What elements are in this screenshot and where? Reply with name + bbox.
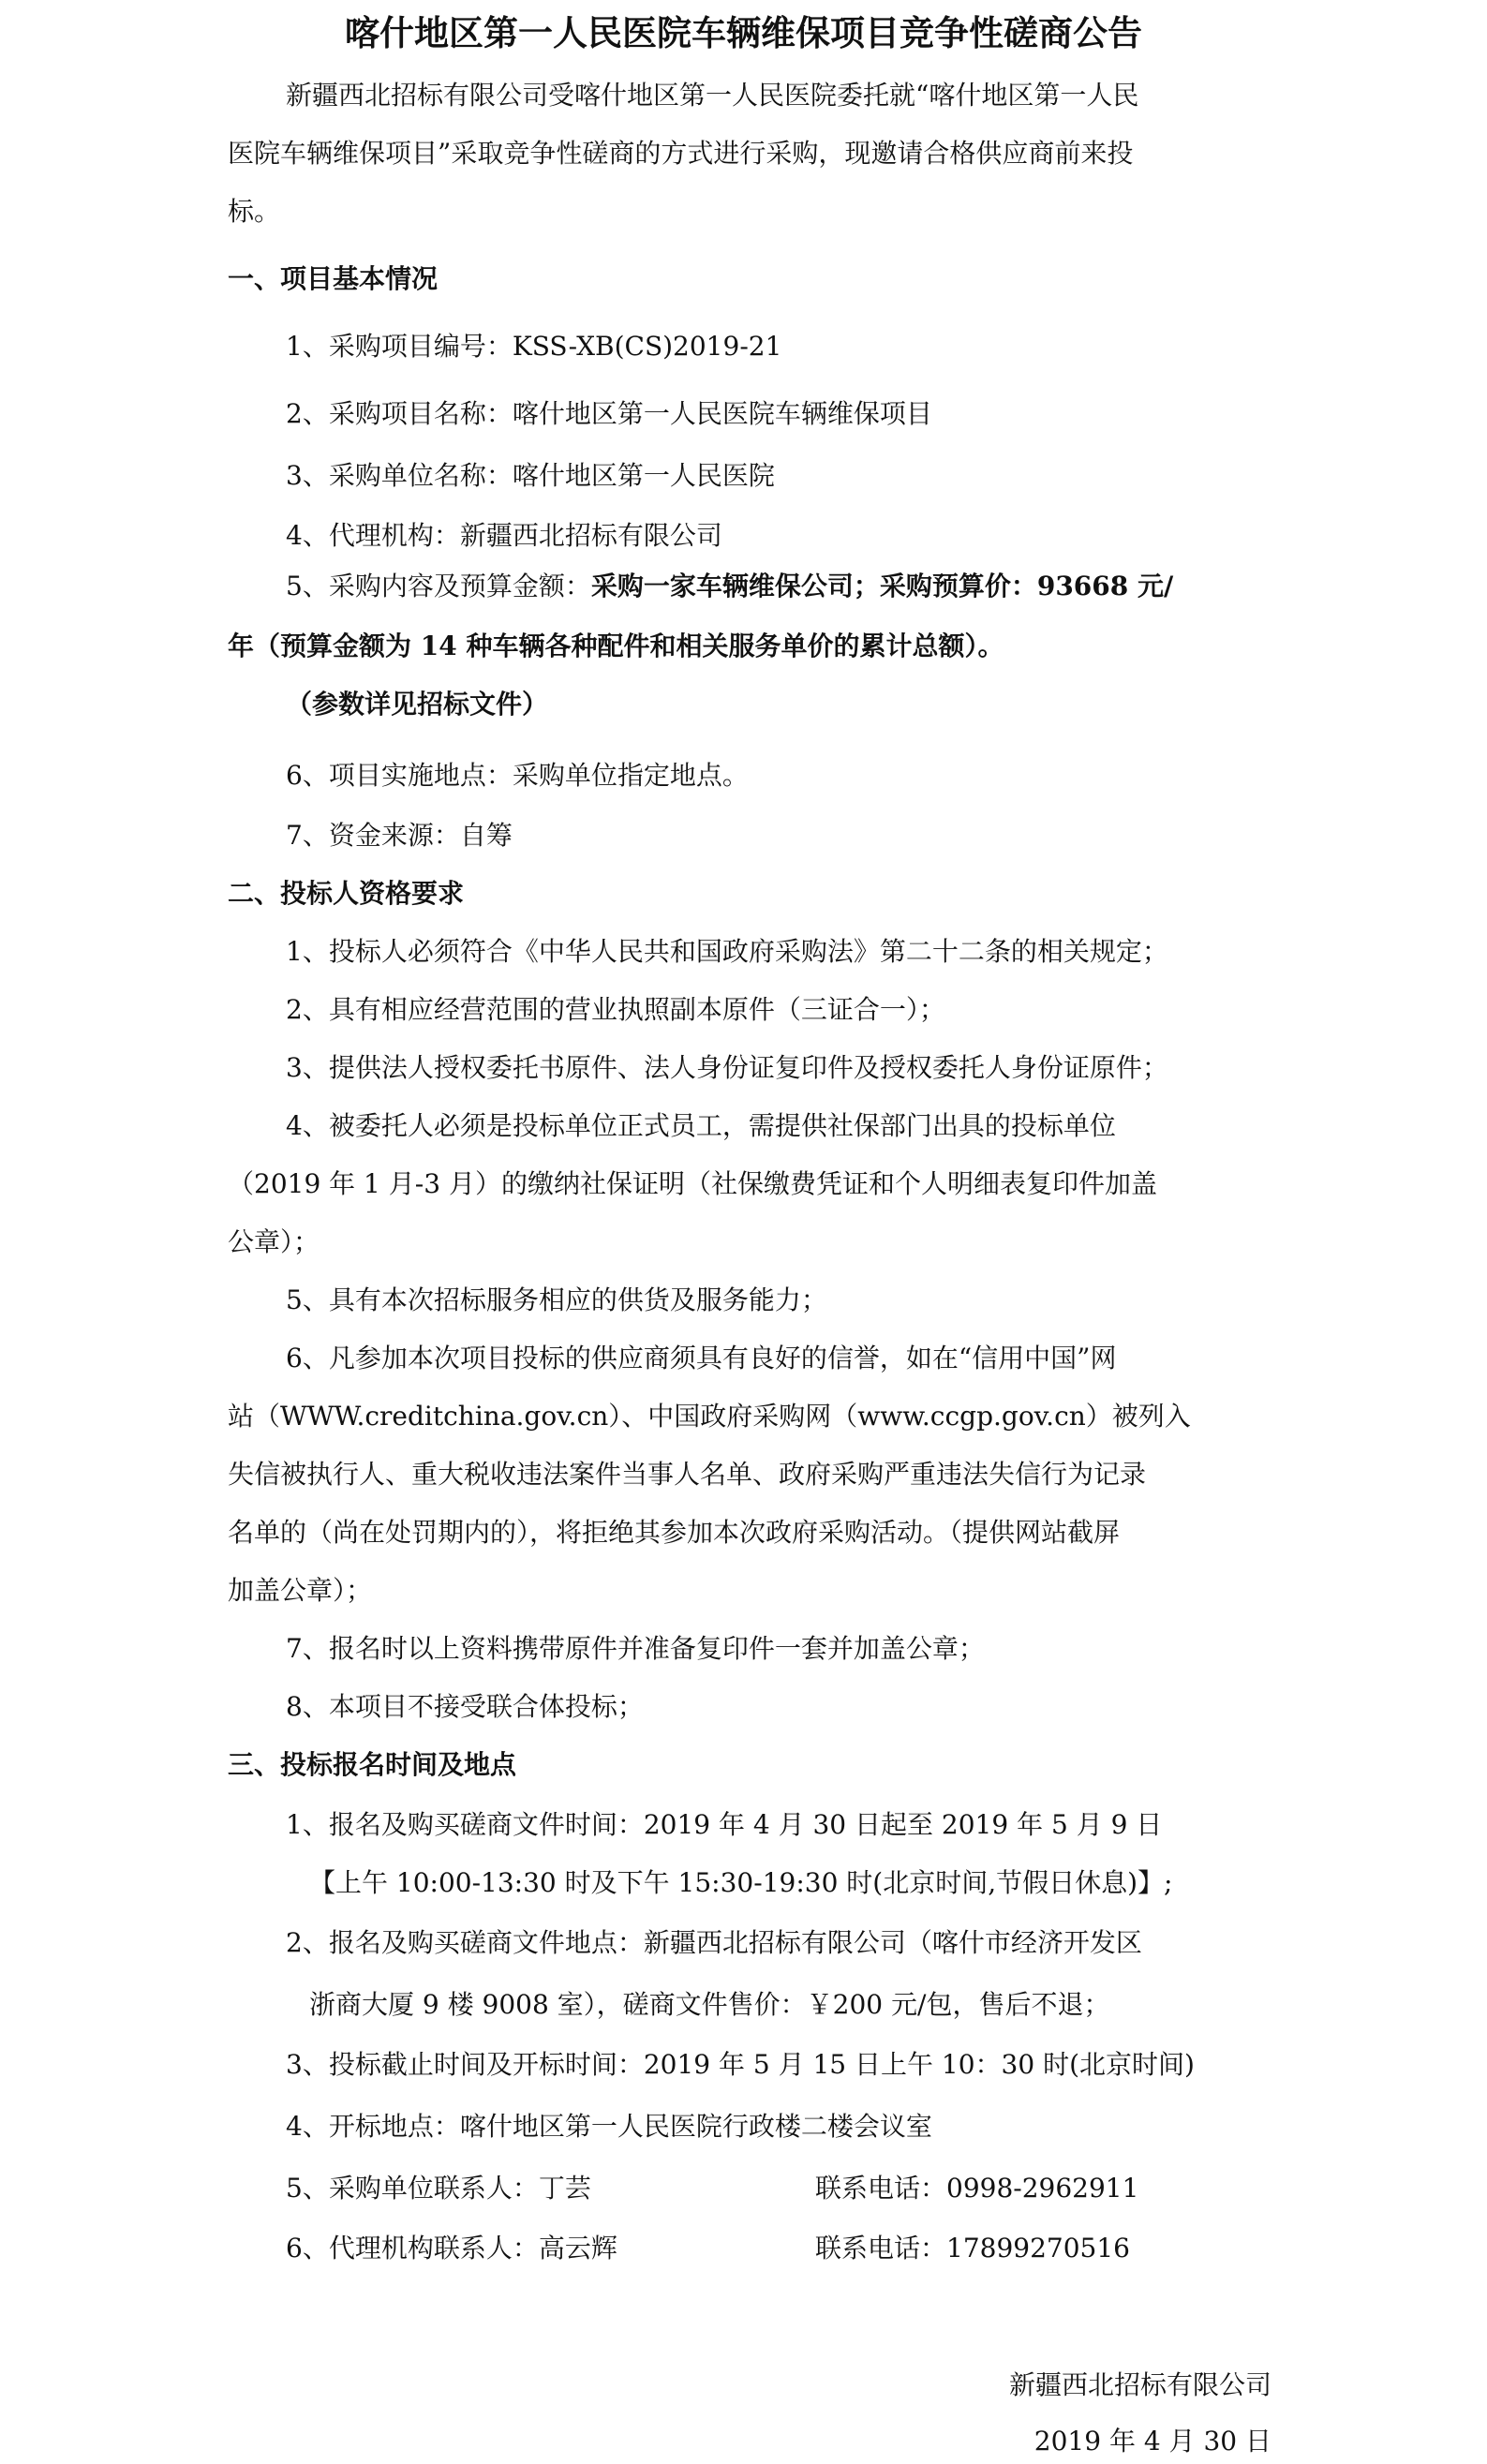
document-title: 喀什地区第一人民医院车辆维保项目竞争性磋商公告 xyxy=(345,13,1142,53)
contact-1-phone: 联系电话：0998-2962911 xyxy=(815,2173,1139,2204)
section2-line-9: 站（WWW.creditchina.gov.cn）、中国政府采购网（www.ccgp.gov.cn）被列入 xyxy=(228,1401,1191,1432)
section2-line-6: 公章）； xyxy=(228,1226,320,1257)
contact-2-phone: 联系电话：17899270516 xyxy=(815,2233,1130,2264)
section1-item-3: 3、采购单位名称：喀什地区第一人民医院 xyxy=(286,460,775,491)
section1-item-5-prefix: 5、采购内容及预算金额： xyxy=(286,571,591,601)
section2-line-1: 1、投标人必须符合《中华人民共和国政府采购法》第二十二条的相关规定； xyxy=(286,936,1168,967)
section2-heading: 二、投标人资格要求 xyxy=(228,878,465,909)
section3-line-1: 1、报名及购买磋商文件时间：2019 年 4 月 30 日起至 2019 年 5 月 9 日 xyxy=(286,1809,1163,1840)
section1-item-5-line-3: （参数详见招标文件） xyxy=(286,689,549,720)
section1-item-2: 2、采购项目名称：喀什地区第一人民医院车辆维保项目 xyxy=(286,398,932,429)
section2-line-14: 8、本项目不接受联合体投标； xyxy=(286,1691,644,1722)
section2-line-3: 3、提供法人授权委托书原件、法人身份证复印件及授权委托人身份证原件； xyxy=(286,1052,1168,1083)
section3-line-2: 【上午 10:00-13:30 时及下午 15:30-19:30 时(北京时间,节假日休息)】; xyxy=(309,1867,1173,1898)
section1-heading: 一、项目基本情况 xyxy=(228,263,439,294)
section1-item-1: 1、采购项目编号：KSS-XB(CS)2019-21 xyxy=(286,331,782,362)
section2-line-10: 失信被执行人、重大税收违法案件当事人名单、政府采购严重违法失信行为记录 xyxy=(228,1459,1147,1490)
section1-item-5-line-2: 年（预算金额为 14 种车辆各种配件和相关服务单价的累计总额）。 xyxy=(228,631,1004,661)
intro-line-1: 新疆西北招标有限公司受喀什地区第一人民医院委托就“喀什地区第一人民 xyxy=(286,80,1139,111)
signature-date: 2019 年 4 月 30 日 xyxy=(1033,2426,1271,2457)
intro-line-3: 标。 xyxy=(228,196,281,227)
section1-item-5-budget: 采购一家车辆维保公司；采购预算价：93668 元/ xyxy=(590,571,1174,601)
section2-line-5: （2019 年 1 月-3 月）的缴纳社保证明（社保缴费凭证和个人明细表复印件加盖 xyxy=(228,1168,1157,1199)
intro-line-2: 医院车辆维保项目”采取竞争性磋商的方式进行采购，现邀请合格供应商前来投 xyxy=(228,138,1134,169)
section3-line-4: 浙商大厦 9 楼 9008 室），磋商文件售价：￥200 元/包，售后不退； xyxy=(309,1989,1110,2020)
section2-line-11: 名单的（尚在处罚期内的），将拒绝其参加本次政府采购活动。（提供网站截屏 xyxy=(228,1517,1121,1548)
signature-company: 新疆西北招标有限公司 xyxy=(1008,2369,1271,2400)
section2-line-2: 2、具有相应经营范围的营业执照副本原件（三证合一）； xyxy=(286,994,945,1025)
section1-item-7: 7、资金来源：自筹 xyxy=(286,820,513,851)
section2-line-8: 6、凡参加本次项目投标的供应商须具有良好的信誉，如在“信用中国”网 xyxy=(286,1343,1117,1373)
section2-line-13: 7、报名时以上资料携带原件并准备复印件一套并加盖公章； xyxy=(286,1633,985,1664)
section1-item-5 xyxy=(286,568,1173,605)
section3-line-6: 4、开标地点：喀什地区第一人民医院行政楼二楼会议室 xyxy=(286,2111,932,2142)
section2-line-7: 5、具有本次招标服务相应的供货及服务能力； xyxy=(286,1284,827,1315)
contact-2-name: 6、代理机构联系人：高云辉 xyxy=(286,2233,617,2264)
section2-line-12: 加盖公章）； xyxy=(228,1575,373,1606)
contact-1-name: 5、采购单位联系人：丁芸 xyxy=(286,2173,591,2204)
section3-heading: 三、投标报名时间及地点 xyxy=(228,1749,517,1780)
section1-item-4: 4、代理机构：新疆西北招标有限公司 xyxy=(286,520,722,551)
section2-line-4: 4、被委托人必须是投标单位正式员工，需提供社保部门出具的投标单位 xyxy=(286,1110,1116,1141)
section1-item-6: 6、项目实施地点：采购单位指定地点。 xyxy=(286,760,749,791)
section3-line-5: 3、投标截止时间及开标时间：2019 年 5 月 15 日上午 10：30 时(北京时间) xyxy=(286,2049,1195,2080)
section3-line-3: 2、报名及购买磋商文件地点：新疆西北招标有限公司（喀什市经济开发区 xyxy=(286,1927,1142,1958)
